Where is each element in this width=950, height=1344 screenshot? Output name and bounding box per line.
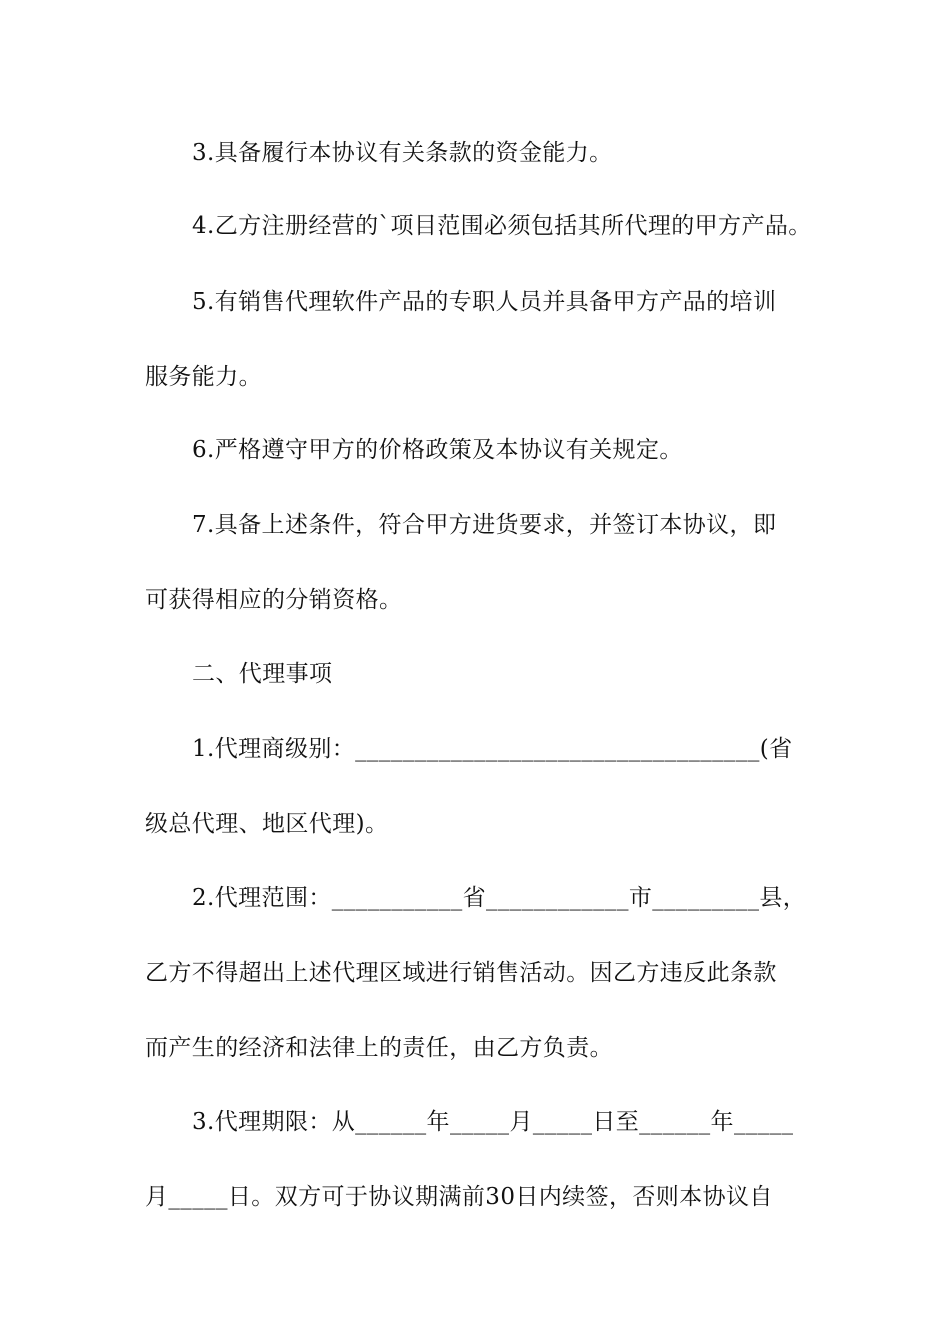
agency-item-2-continued-a: 乙方不得超出上述代理区域进行销售活动。因乙方违反此条款 bbox=[145, 960, 777, 986]
clause-6-pricing: 6.严格遵守甲方的价格政策及本协议有关规定。 bbox=[192, 437, 683, 463]
section-heading-agency-matters: 二、代理事项 bbox=[192, 661, 333, 687]
agency-item-2-scope: 2.代理范围：___________省____________市_________县， bbox=[192, 885, 807, 911]
clause-5-continued: 服务能力。 bbox=[145, 364, 262, 390]
clause-4-business-scope: 4.乙方注册经营的`项目范围必须包括其所代理的甲方产品。 bbox=[192, 213, 812, 239]
clause-3-capital: 3.具备履行本协议有关条款的资金能力。 bbox=[192, 140, 613, 166]
agency-item-3-continued: 月_____日。双方可于协议期满前30日内续签，否则本协议自 bbox=[145, 1184, 773, 1210]
clause-7-conditions: 7.具备上述条件，符合甲方进货要求，并签订本协议，即 bbox=[192, 512, 777, 538]
agency-item-3-term: 3.代理期限：从______年_____月_____日至______年_____ bbox=[192, 1109, 794, 1135]
agency-item-1-level: 1.代理商级别：__________________________________(省 bbox=[192, 736, 793, 762]
clause-5-staff: 5.有销售代理软件产品的专职人员并具备甲方产品的培训 bbox=[192, 289, 777, 315]
agency-item-2-continued-b: 而产生的经济和法律上的责任，由乙方负责。 bbox=[145, 1035, 613, 1061]
agency-item-1-continued: 级总代理、地区代理)。 bbox=[145, 811, 389, 837]
clause-7-continued: 可获得相应的分销资格。 bbox=[145, 587, 403, 613]
